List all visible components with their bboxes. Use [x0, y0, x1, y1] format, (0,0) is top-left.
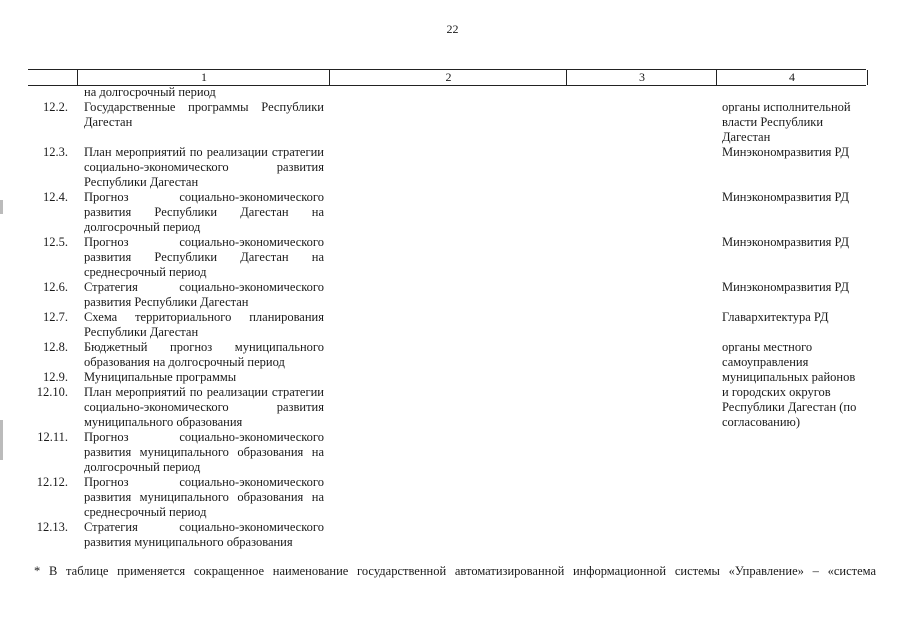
row-responsible: органы исполнительной власти Республики Дагестан — [722, 100, 851, 144]
row-number: 12.10. — [36, 385, 68, 399]
row-responsible: Главархитектура РД — [722, 310, 829, 324]
row-number: 12.4. — [43, 190, 68, 204]
scan-edge-mark — [0, 200, 3, 214]
row-number: 12.2. — [43, 100, 68, 114]
row-number: 12.5. — [43, 235, 68, 249]
row-number: 12.6. — [43, 280, 68, 294]
row-number: 12.7. — [43, 310, 68, 324]
page-number: 22 — [446, 22, 459, 36]
row-number: 12.11. — [37, 430, 68, 444]
row-responsible: Минэкономразвития РД — [722, 235, 850, 249]
row-responsible: Минэкономразвития РД — [722, 280, 850, 294]
row-description: Стратегия социально-экономического развития муниципального образования — [84, 520, 324, 549]
row-number: 12.9. — [43, 370, 68, 384]
header-cell-1: 1 — [77, 70, 330, 85]
row-description: План мероприятий по реализации стратегии социально-экономического развития Республики Дагестан — [84, 145, 324, 189]
row-description: Схема территориального планирования Республики Дагестан — [84, 310, 324, 339]
row-description: Прогноз социально-экономического развития муниципального образования на среднесрочный период — [84, 475, 324, 519]
row-description: на долгосрочный период — [84, 85, 216, 99]
row-description: План мероприятий по реализации стратегии социально-экономического развития муниципального образования — [84, 385, 324, 429]
header-cell-4: 4 — [716, 70, 868, 85]
footnote: * В таблице применяется сокращенное наименование государственной автоматизированной информационной системы «Управление» – «система — [34, 564, 876, 578]
row-description: Муниципальные программы — [84, 370, 237, 384]
row-number: 12.8. — [43, 340, 68, 354]
row-responsible: Минэкономразвития РД — [722, 190, 850, 204]
row-responsible: Минэкономразвития РД — [722, 145, 850, 159]
row-number: 12.12. — [36, 475, 68, 489]
row-description: Прогноз социально-экономического развития Республики Дагестан на среднесрочный период — [84, 235, 324, 279]
scan-edge-mark — [0, 420, 3, 460]
table-header-row — [28, 69, 866, 86]
header-cell-2: 2 — [329, 70, 567, 85]
table-body — [28, 85, 866, 550]
row-description: Бюджетный прогноз муниципального образования на долгосрочный период — [84, 340, 324, 369]
row-responsible: органы местного самоуправления муниципальных районов и городских округов Республики Дагестан (по согласованию) — [722, 340, 857, 429]
row-description: Прогноз социально-экономического развития муниципального образования на долгосрочный период — [84, 430, 324, 474]
row-number: 12.3. — [43, 145, 68, 159]
row-number: 12.13. — [36, 520, 68, 534]
header-cell-3: 3 — [566, 70, 717, 85]
row-description: Государственные программы Республики Дагестан — [84, 100, 324, 129]
row-description: Прогноз социально-экономического развития Республики Дагестан на долгосрочный период — [84, 190, 324, 234]
row-description: Стратегия социально-экономического развития Республики Дагестан — [84, 280, 324, 309]
header-cell-number — [28, 70, 77, 85]
